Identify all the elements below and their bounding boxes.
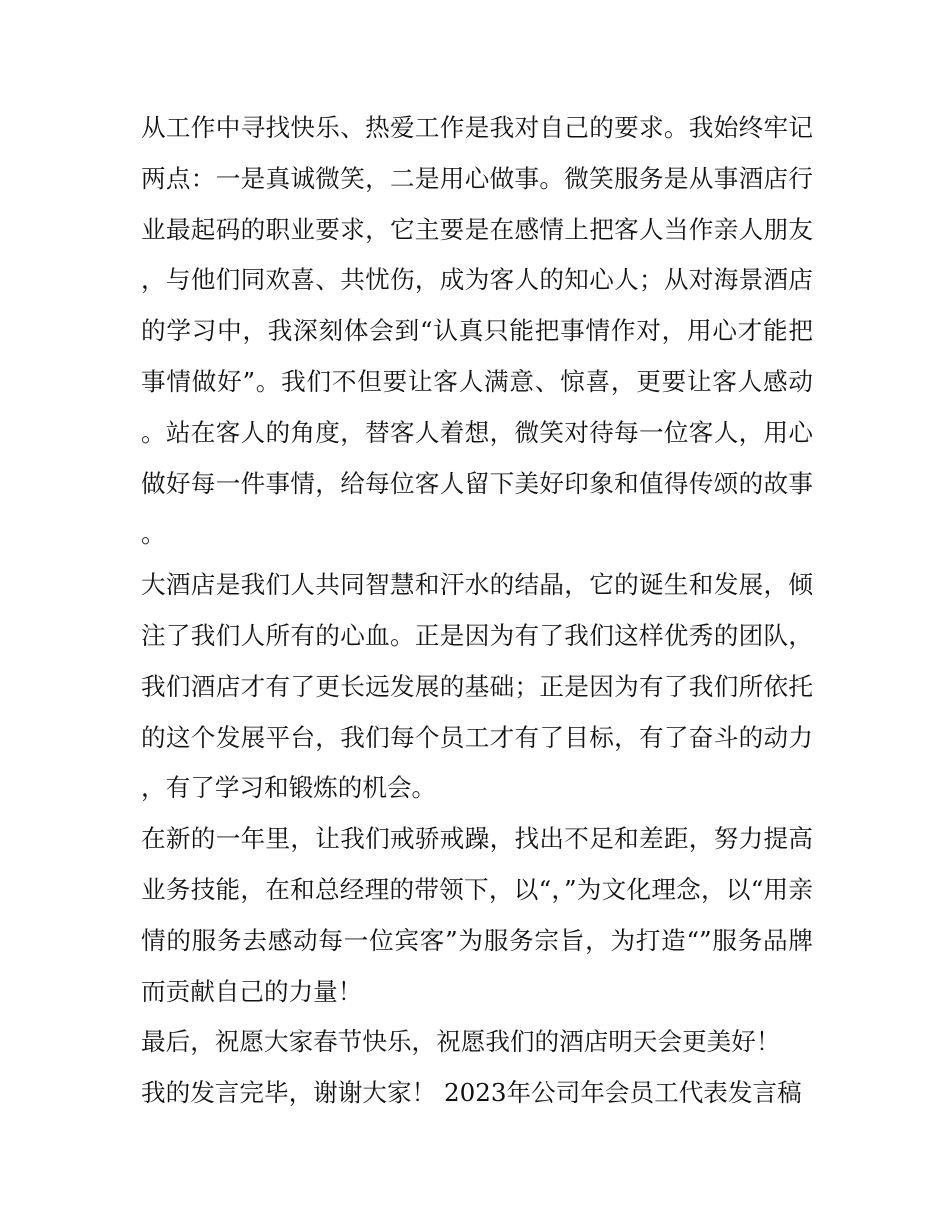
document-body — [141, 103, 813, 1119]
paragraph-work-attitude: 从工作中寻找快乐、热爱工作是我对自己的要求。我始终牢记两点：一是真诚微笑，二是用心做事。微笑服务是从事酒店行业最起码的职业要求，它主要是在感情上把客人当作亲人朋友，与他们同欢喜、共忧伤，成为客人的知心人；从对海景酒店的学习中，我深刻体会到“认真只能把事情作对，用心才能把事情做好”。我们不但要让客人满意、惊喜，更要让客人感动。站在客人的角度，替客人着想，微笑对待每一位客人，用心做好每一件事情，给每位客人留下美好印象和值得传颂的故事。 — [141, 113, 813, 549]
paragraph-hotel-team: 大酒店是我们人共同智慧和汗水的结晶，它的诞生和发展，倾注了我们人所有的心血。正是因为有了我们这样优秀的团队，我们酒店才有了更长远发展的基础；正是因为有了我们所依托的这个发展平台，我们每个员工才有了目标，有了奋斗的动力，有了学习和锻炼的机会。 — [141, 570, 813, 803]
paragraph-wishes: 最后，祝愿大家春节快乐，祝愿我们的酒店明天会更美好！ — [141, 1027, 781, 1057]
paragraph-new-year-goals: 在新的一年里，让我们戒骄戒躁，找出不足和差距，努力提高业务技能，在和总经理的带领下，以“，”为文化理念，以“用亲情的服务去感动每一位宾客”为服务宗旨，为打造“”服务品牌而贡献自己的力量！ — [141, 824, 813, 1006]
paragraph-closing: 我的发言完毕，谢谢大家！ 2023年公司年会员工代表发言稿 — [141, 1078, 802, 1108]
